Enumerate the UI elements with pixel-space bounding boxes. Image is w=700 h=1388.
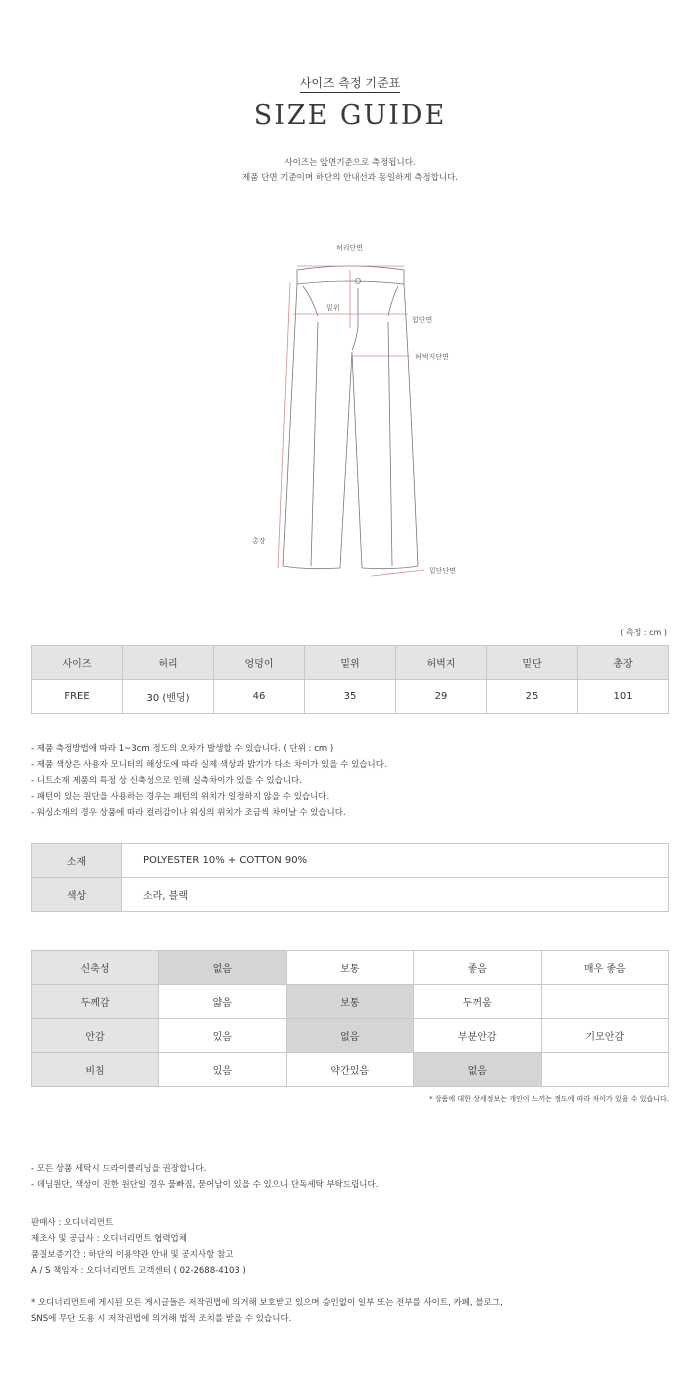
unit-note: ( 측정 : cm ) — [620, 628, 667, 637]
feel-row — [32, 1053, 669, 1087]
material-label: 소재 — [32, 844, 122, 878]
size-header-cell: 총장 — [578, 646, 669, 680]
copyright-notice — [31, 1295, 503, 1327]
kr-title: 사이즈 측정 기준표 — [0, 74, 700, 91]
copyright-line: * 오디너리먼트에 게시된 모든 게시글들은 저작권법에 의거해 보호받고 있으며 승인없이 일부 또는 전부를 사이트, 카페, 블로그, — [31, 1298, 503, 1308]
copyright-line: SNS에 무단 도용 시 저작권법에 의거해 법적 조치를 받을 수 있습니다. — [31, 1314, 292, 1324]
seller-info — [31, 1215, 246, 1279]
seller-line: A / S 책임자 : 오디너리먼트 고객센터 ( 02-2688-4103 ) — [31, 1266, 246, 1276]
size-cell: 101 — [578, 680, 669, 714]
feel-option: 약간있음 — [286, 1053, 414, 1087]
intro-text — [0, 156, 700, 186]
color-label: 색상 — [32, 878, 122, 912]
note-line: - 니트소재 제품의 특정 상 신축성으로 인해 실측차이가 있을 수 있습니다. — [31, 776, 302, 786]
disclaimer: * 상품에 대한 상세정보는 개인이 느끼는 정도에 따라 차이가 있을 수 있습니다. — [429, 1095, 669, 1103]
size-cell: FREE — [32, 680, 123, 714]
size-header-cell: 밑단 — [487, 646, 578, 680]
size-header-cell: 사이즈 — [32, 646, 123, 680]
feel-label: 두께감 — [32, 985, 159, 1019]
feel-option: 기모안감 — [541, 1019, 669, 1053]
size-cell: 30 (밴딩) — [123, 680, 214, 714]
label-rise: 밑위 — [326, 304, 340, 312]
size-cell: 29 — [396, 680, 487, 714]
feel-option: 부분안감 — [414, 1019, 542, 1053]
feel-option: 매우 좋음 — [541, 951, 669, 985]
feel-option: 얇음 — [159, 985, 287, 1019]
size-header-cell: 허벅지 — [396, 646, 487, 680]
feel-option: 없음 — [414, 1053, 542, 1087]
material-row — [32, 844, 669, 878]
care-line: - 모든 상품 세탁시 드라이클리닝을 권장합니다. — [31, 1164, 207, 1174]
feel-option: 두꺼움 — [414, 985, 542, 1019]
pants-illustration — [0, 232, 700, 592]
fabric-feel-table — [31, 950, 669, 1087]
feel-option: 보통 — [286, 985, 414, 1019]
color-value: 소라, 블랙 — [122, 878, 669, 912]
note-line: - 제품 측정방법에 따라 1~3cm 정도의 오차가 발생할 수 있습니다. ( 단위 : cm ) — [31, 744, 334, 754]
feel-row — [32, 1019, 669, 1053]
intro-line: 사이즈는 앞면기준으로 측정됩니다. — [284, 158, 416, 168]
feel-label: 안감 — [32, 1019, 159, 1053]
label-waist: 허리단면 — [336, 244, 364, 252]
feel-option — [541, 985, 669, 1019]
feel-option: 좋음 — [414, 951, 542, 985]
size-cell: 46 — [214, 680, 305, 714]
measure-notes — [31, 741, 387, 821]
page-title: SIZE GUIDE — [253, 100, 447, 131]
size-cell: 35 — [305, 680, 396, 714]
material-table — [31, 843, 669, 912]
feel-row — [32, 951, 669, 985]
seller-line: 품질보증기간 : 하단의 이용약관 안내 및 공지사항 참고 — [31, 1250, 234, 1260]
care-notes — [31, 1161, 378, 1193]
care-line: - 데님원단, 색상이 진한 원단일 경우 물빠짐, 묻어남이 있을 수 있으니 단독세탁 부탁드립니다. — [31, 1180, 379, 1190]
seller-line: 판매사 : 오디너리먼트 — [31, 1218, 114, 1228]
feel-option: 없음 — [159, 951, 287, 985]
label-length: 총장 — [252, 537, 266, 545]
feel-option: 보통 — [286, 951, 414, 985]
size-table-header-row — [32, 646, 669, 680]
pants-diagram — [0, 232, 700, 592]
feel-option: 있음 — [159, 1019, 287, 1053]
note-line: - 워싱소재의 경우 상품에 따라 컬러감이나 워싱의 위치가 조금씩 차이날 수 있습니다. — [31, 808, 346, 818]
label-hem: 밑단단면 — [429, 567, 457, 575]
size-table-row — [32, 680, 669, 714]
size-cell: 25 — [487, 680, 578, 714]
feel-option: 있음 — [159, 1053, 287, 1087]
color-row — [32, 878, 669, 912]
seller-line: 제조사 및 공급사 : 오디너리먼트 협력업체 — [31, 1234, 187, 1244]
feel-option: 없음 — [286, 1019, 414, 1053]
note-line: - 패턴이 있는 원단을 사용하는 경우는 패턴의 위치가 일정하지 않을 수 있습니다. — [31, 792, 330, 802]
feel-row — [32, 985, 669, 1019]
material-value: POLYESTER 10% + COTTON 90% — [122, 844, 669, 878]
note-line: - 제품 색상은 사용자 모니터의 해상도에 따라 실제 색상과 밝기가 다소 차이가 있을 수 있습니다. — [31, 760, 387, 770]
feel-label: 비침 — [32, 1053, 159, 1087]
size-header-cell: 엉덩이 — [214, 646, 305, 680]
size-table — [31, 645, 669, 714]
feel-label: 신축성 — [32, 951, 159, 985]
intro-line: 제품 단면 기준이며 하단의 안내선과 동일하게 측정합니다. — [242, 173, 458, 183]
label-thigh: 허벅지단면 — [415, 353, 449, 361]
label-hip: 힙단면 — [412, 316, 433, 324]
size-header-cell: 밑위 — [305, 646, 396, 680]
feel-option — [541, 1053, 669, 1087]
size-header-cell: 허리 — [123, 646, 214, 680]
